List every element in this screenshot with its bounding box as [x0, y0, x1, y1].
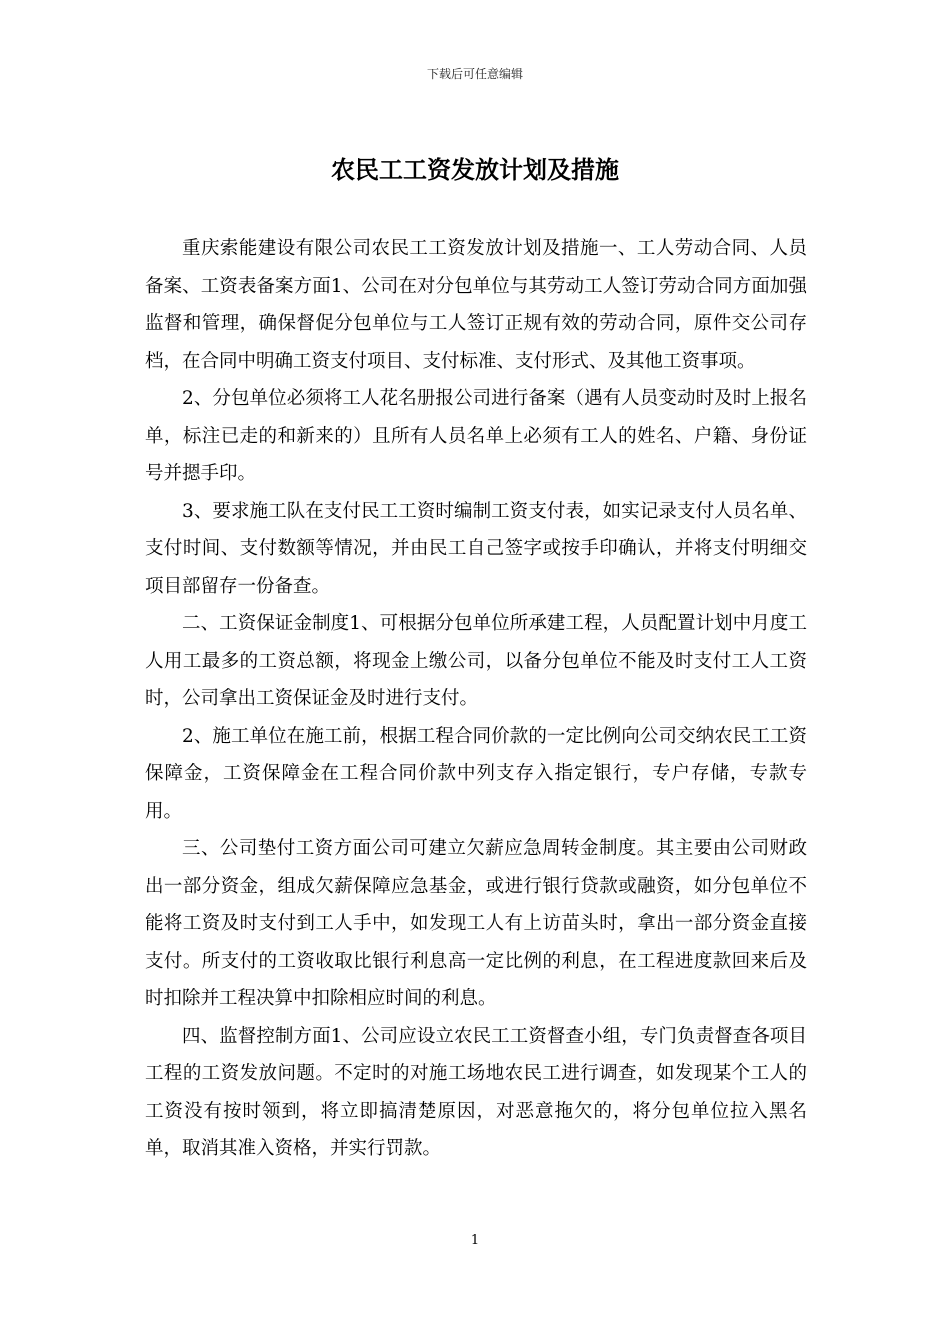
header-note: 下载后可任意编辑	[426, 67, 523, 81]
document-body	[145, 230, 807, 1168]
page-number: 1	[470, 1233, 480, 1248]
document-title: 农民工工资发放计划及措施	[331, 155, 619, 184]
paragraph-2: 2、分包单位必须将工人花名册报公司进行备案（遇有人员变动时及时上报名单，标注已走的和新来的）且所有人员名单上必须有工人的姓名、户籍、身份证号并摁手印。	[145, 388, 807, 484]
paragraph-6: 三、公司垫付工资方面公司可建立欠薪应急周转金制度。其主要由公司财政出一部分资金，组成欠薪保障应急基金，或进行银行贷款或融资，如分包单位不能将工资及时支付到工人手中，如发现工人有上访苗头时，拿出一部分资金直接支付。所支付的工资收取比银行利息高一定比例的利息，在工程进度款回来后及时扣除并工程决算中扣除相应时间的利息。	[145, 838, 807, 1009]
paragraph-4: 二、工资保证金制度1、可根据分包单位所承建工程，人员配置计划中月度工人用工最多的工资总额，将现金上缴公司，以备分包单位不能及时支付工人工资时，公司拿出工资保证金及时进行支付。	[145, 613, 807, 709]
paragraph-5: 2、施工单位在施工前，根据工程合同价款的一定比例向公司交纳农民工工资保障金，工资保障金在工程合同价款中列支存入指定银行，专户存储，专款专用。	[145, 725, 807, 822]
paragraph-3: 3、要求施工队在支付民工工资时编制工资支付表，如实记录支付人员名单、支付时间、支付数额等情况，并由民工自己签字或按手印确认，并将支付明细交项目部留存一份备查。	[145, 500, 807, 597]
paragraph-1: 重庆索能建设有限公司农民工工资发放计划及措施一、工人劳动合同、人员备案、工资表备案方面1、公司在对分包单位与其劳动工人签订劳动合同方面加强监督和管理，确保督促分包单位与工人签订正规有效的劳动合同，原件交公司存档，在合同中明确工资支付项目、支付标准、支付形式、及其他工资事项。	[145, 238, 807, 372]
paragraph-7: 四、监督控制方面1、公司应设立农民工工资督查小组，专门负责督查各项目工程的工资发放问题。不定时的对施工场地农民工进行调查，如发现某个工人的工资没有按时领到，将立即搞清楚原因，对恶意拖欠的，将分包单位拉入黑名单，取消其准入资格，并实行罚款。	[145, 1025, 807, 1159]
